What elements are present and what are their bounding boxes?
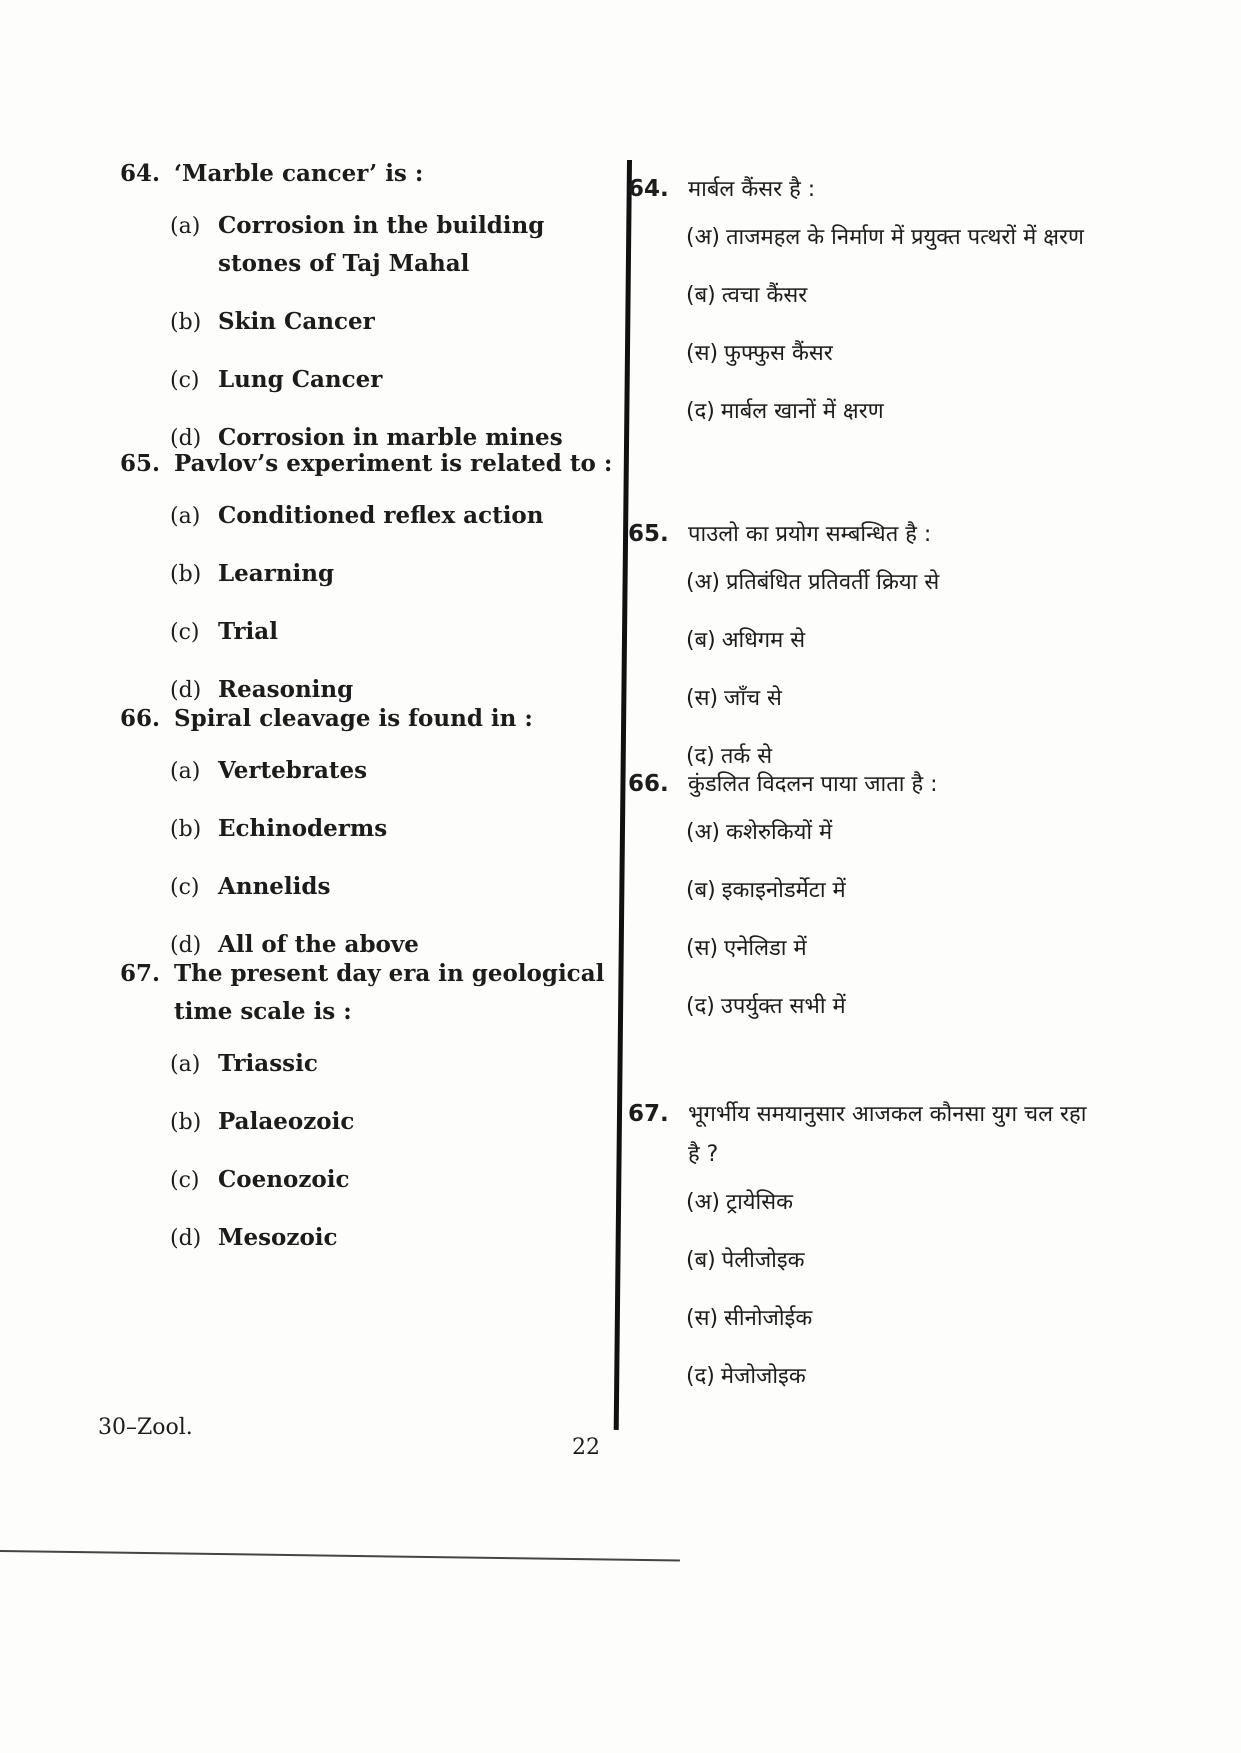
question-text: भूगर्भीय समयानुसार आजकल कौनसा युग चल रहा है ?	[688, 1102, 1087, 1167]
question-number: 64.	[628, 176, 669, 202]
option-c: (c) Lung Cancer	[170, 366, 383, 393]
option-c: (c) Annelids	[170, 873, 331, 900]
option-b: (ब) पेलीजोइक	[686, 1248, 805, 1273]
question-65-en	[120, 445, 620, 709]
question-text: Pavlov’s experiment is related to :	[174, 450, 613, 477]
option-c: (स) एनेलिडा में	[686, 936, 807, 961]
option-c: (c) Coenozoic	[170, 1166, 350, 1193]
question-64-en	[120, 155, 620, 457]
option-d: (द) मेजोजोइक	[686, 1364, 806, 1389]
question-number: 65.	[628, 521, 669, 547]
option-d: (d) Corrosion in marble mines	[170, 424, 563, 451]
option-a: (a) Triassic	[170, 1050, 318, 1077]
page-number: 22	[572, 1435, 600, 1460]
option-a: (अ) प्रतिबंधित प्रतिवर्ती क्रिया से	[686, 570, 940, 595]
question-number: 67.	[120, 960, 161, 987]
option-a: (अ) कशेरुकियों में	[686, 820, 833, 845]
question-text: मार्बल कैंसर है :	[688, 177, 816, 202]
option-a: (अ) ट्रायेसिक	[686, 1190, 793, 1215]
option-c: (c) Trial	[170, 618, 278, 645]
question-number: 66.	[628, 771, 669, 797]
option-d: (द) मार्बल खानों में क्षरण	[686, 399, 884, 424]
option-b: (ब) अधिगम से	[686, 628, 806, 653]
question-number: 67.	[628, 1101, 669, 1127]
option-a: (a) Corrosion in the building stones of Taj Mahal	[170, 212, 545, 277]
option-d: (द) तर्क से	[686, 744, 773, 769]
question-66-en	[120, 700, 620, 964]
option-d: (d) All of the above	[170, 931, 419, 958]
option-b: (b) Skin Cancer	[170, 308, 375, 335]
question-65-hi	[628, 515, 1148, 777]
question-66-hi	[628, 765, 1148, 1027]
option-c: (स) फुफ्फुस कैंसर	[686, 341, 833, 366]
question-text: कुंडलित विदलन पाया जाता है :	[688, 772, 938, 797]
paper-code: 30–Zool.	[98, 1415, 193, 1440]
question-67-hi	[628, 1095, 1088, 1397]
option-b: (ब) त्वचा कैंसर	[686, 283, 808, 308]
question-text: The present day era in geological time scale is :	[174, 960, 605, 1025]
bottom-rule	[0, 1550, 680, 1561]
option-d: (d) Mesozoic	[170, 1224, 338, 1251]
question-text: Spiral cleavage is found in :	[174, 705, 533, 732]
option-d: (द) उपर्युक्त सभी में	[686, 994, 846, 1019]
option-b: (b) Learning	[170, 560, 335, 587]
question-number: 64.	[120, 160, 161, 187]
option-c: (स) जाँच से	[686, 686, 782, 711]
option-c: (स) सीनोजोईक	[686, 1306, 813, 1331]
option-a: (अ) ताजमहल के निर्माण में प्रयुक्त पत्थरों में क्षरण	[686, 225, 1084, 250]
question-number: 66.	[120, 705, 161, 732]
question-number: 65.	[120, 450, 161, 477]
option-b: (b) Echinoderms	[170, 815, 388, 842]
option-b: (ब) इकाइनोडर्मेटा में	[686, 878, 846, 903]
option-a: (a) Vertebrates	[170, 757, 368, 784]
option-b: (b) Palaeozoic	[170, 1108, 355, 1135]
question-text: ‘Marble cancer’ is :	[174, 160, 424, 187]
option-d: (d) Reasoning	[170, 676, 354, 703]
option-a: (a) Conditioned reflex action	[170, 502, 544, 529]
question-text: पाउलो का प्रयोग सम्बन्धित है :	[688, 522, 932, 547]
question-64-hi	[628, 170, 1148, 432]
question-67-en	[120, 955, 620, 1257]
